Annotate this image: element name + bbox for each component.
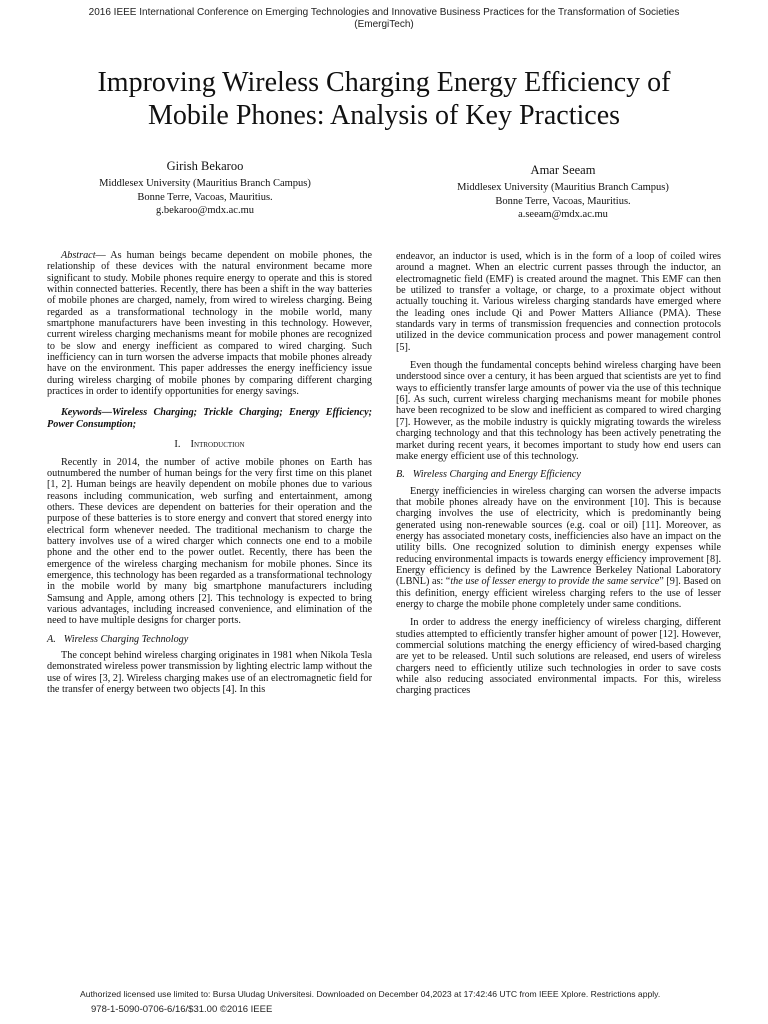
subsection-heading-b (396, 469, 721, 480)
section-number: I. (174, 439, 181, 451)
abstract-label: Abstract (61, 250, 96, 261)
subsection-b-paragraph-1 (396, 486, 721, 611)
text-segment: Energy inefficiencies in wireless charging can worsen the adverse impacts that mobile phones already have on the environment [10]. This is because charging involves the use of electricity, which is predominantly being generated using non-renewable sources (e.g. coal or oil) [11]. Moreover, as energy has associated monetary costs, inefficiencies also have an impact on the utility bills. One recognized solution to diminish energy expenses while reducing environmental impacts is towards energy efficiency improvement [8]. Energy efficiency is defined by the Lawrence Berkeley National Laboratory (LBNL) as: “ (396, 485, 721, 588)
author-address: Bonne Terre, Vacoas, Mauritius. (495, 195, 631, 207)
abstract (47, 250, 372, 397)
keywords: Keywords—Wireless Charging; Trickle Charging; Energy Efficiency; Power Consumption; (47, 407, 372, 430)
subsection-heading-a (47, 634, 372, 645)
intro-paragraph: Recently in 2014, the number of active mobile phones on Earth has outnumbered the number of human beings for the very first time on this planet [1, 2]. Human beings are heavily dependent on mobile phones due to various reasons including communication, web surfing and entertainment, among others. These devices are dependent on batteries for their operation and the purpose of these batteries is to store energy and convert that stored energy into electrical form whenever needed. The traditional mechanism to charge the battery involves use of a wired charger which connects one end to a mobile phone and the other end to the power outlet. Recently, there has been the emergence of the wireless charging mechanism for mobile phones. Since its emergence, this technology has been regarded as a transformational technology in the mobile world by many big smartphone manufacturers including Samsung and Apple, among others [2]. This technology is expected to bring various advantages, including increased convenience, and elimination of the need to have multiple designs for charger ports. (47, 456, 372, 627)
paper-title-line1: Improving Wireless Charging Energy Efficiency of (97, 67, 671, 98)
conference-header: 2016 IEEE International Conference on Emerging Technologies and Innovative Business Practices for the Transformation of Societies (EmergiTech) (88, 7, 680, 30)
author-block-2 (405, 162, 721, 222)
abstract-text: As human beings became dependent on mobile phones, the relationship of these devices with the natural environment became more significant to study. Mobile phones require energy to operate and this is stored within connected batteries. Recently, there has been a shift in the way batteries of mobile phones are charged, namely, from wired to wireless charging. Being regarded as a transformational technology in the mobile world, many smartphone manufacturers have been investing in this technology. However, current wireless charging mechanisms meant for mobile phones are recognized to be slow and energy inefficient as compared to wired charging. Such inefficiency can in turn worsen the adverse impacts that mobile phones already have on the environment. This paper addresses the energy inefficiency issue during wireless charging of mobile phones by comparing different charging practices in order to identify opportunities for energy savings. (47, 250, 372, 398)
author-email[interactable]: g.bekaroo@mdx.ac.mu (155, 205, 255, 216)
section-title: Introduction (190, 439, 245, 451)
right-column (396, 251, 721, 704)
definition-quote: the use of lesser energy to provide the same service (450, 576, 660, 588)
author-affiliation: Middlesex University (Mauritius Branch Campus) (99, 178, 311, 189)
author-name: Amar Seeam (530, 163, 596, 177)
paper-title-line2: Mobile Phones: Analysis of Key Practices (147, 100, 621, 131)
author-email[interactable]: a.seeam@mdx.ac.mu (518, 209, 608, 220)
section-heading-introduction (47, 439, 372, 450)
paper-title (30, 66, 738, 132)
author-address: Bonne Terre, Vacoas, Mauritius. (137, 191, 273, 203)
col2-paragraph-1: endeavor, an inductor is used, which is in the form of a loop of coiled wires around a magnet. When an electric current passes through the inductor, an electromagnetic field (EMF) is created around the magnet. This EMF can then be utilized to transfer a voltage, or charge, to a proximate object without actually touching it. Various wireless charging standards have emerged where the leading ones include Qi and Power Matters Alliance (PMA). These standards vary in terms of transmission frequencies and connection protocols utilized in the device communication process and power management control [5]. (396, 251, 721, 353)
abstract-dash: — (95, 250, 106, 261)
subsection-label: B. (396, 469, 405, 481)
col2-paragraph-2: Even though the fundamental concepts behind wireless charging have been understood since over a century, it has been argued that scientists are yet to find ways to efficiently transfer large amounts of power via the use of this technique [6]. As such, current wireless charging mechanisms meant for mobile phones have been recognized to be slow and inefficient as compared to wired charging [7]. However, as the mobile industry is quickly migrating towards the wireless charging technology and that this technology has been actively penetrating the market during recent years, it becomes important to study how end users can make energy efficient use of this technology. (396, 360, 721, 462)
left-column (47, 250, 372, 702)
subsection-b-paragraph-2: In order to address the energy inefficiency of wireless charging, different studies attempted to efficiently transfer higher amount of power [12]. However, commercial solutions matching the energy efficiency of wired-based charging are yet to be released. Until such solutions are released, end users of wireless chargers need to efficiently utilize such technologies in order to save costs while also reducing associated environmental impacts. For this, wireless charging practices (396, 617, 721, 697)
subsection-title: Wireless Charging Technology (63, 633, 189, 645)
subsection-title: Wireless Charging and Energy Efficiency (412, 469, 581, 481)
text-segment: ” [9]. Based on this definition, energy efficient wireless charging refers to the use of lesser energy to charge the mobile phone completely under same conditions. (396, 576, 721, 610)
subsection-label: A. (47, 633, 56, 645)
license-footer: Authorized licensed use limited to: Bursa Uludag Universitesi. Downloaded on December 04,2023 at 17:42:46 UTC from IEEE Xplore. Restrictions apply. (80, 989, 661, 999)
author-block-1 (60, 158, 350, 218)
isbn-footer: 978-1-5090-0706-6/16/$31.00 ©2016 IEEE (91, 1004, 273, 1015)
author-affiliation: Middlesex University (Mauritius Branch Campus) (457, 182, 669, 193)
author-name: Girish Bekaroo (166, 159, 244, 173)
subsection-a-paragraph: The concept behind wireless charging originates in 1981 when Nikola Tesla demonstrated wireless power transmission by lighting electric lamp without the use of wires [3, 2]. Wireless charging makes use of an electromagnetic field for the transfer of energy between two objects [4]. In this (47, 650, 372, 696)
